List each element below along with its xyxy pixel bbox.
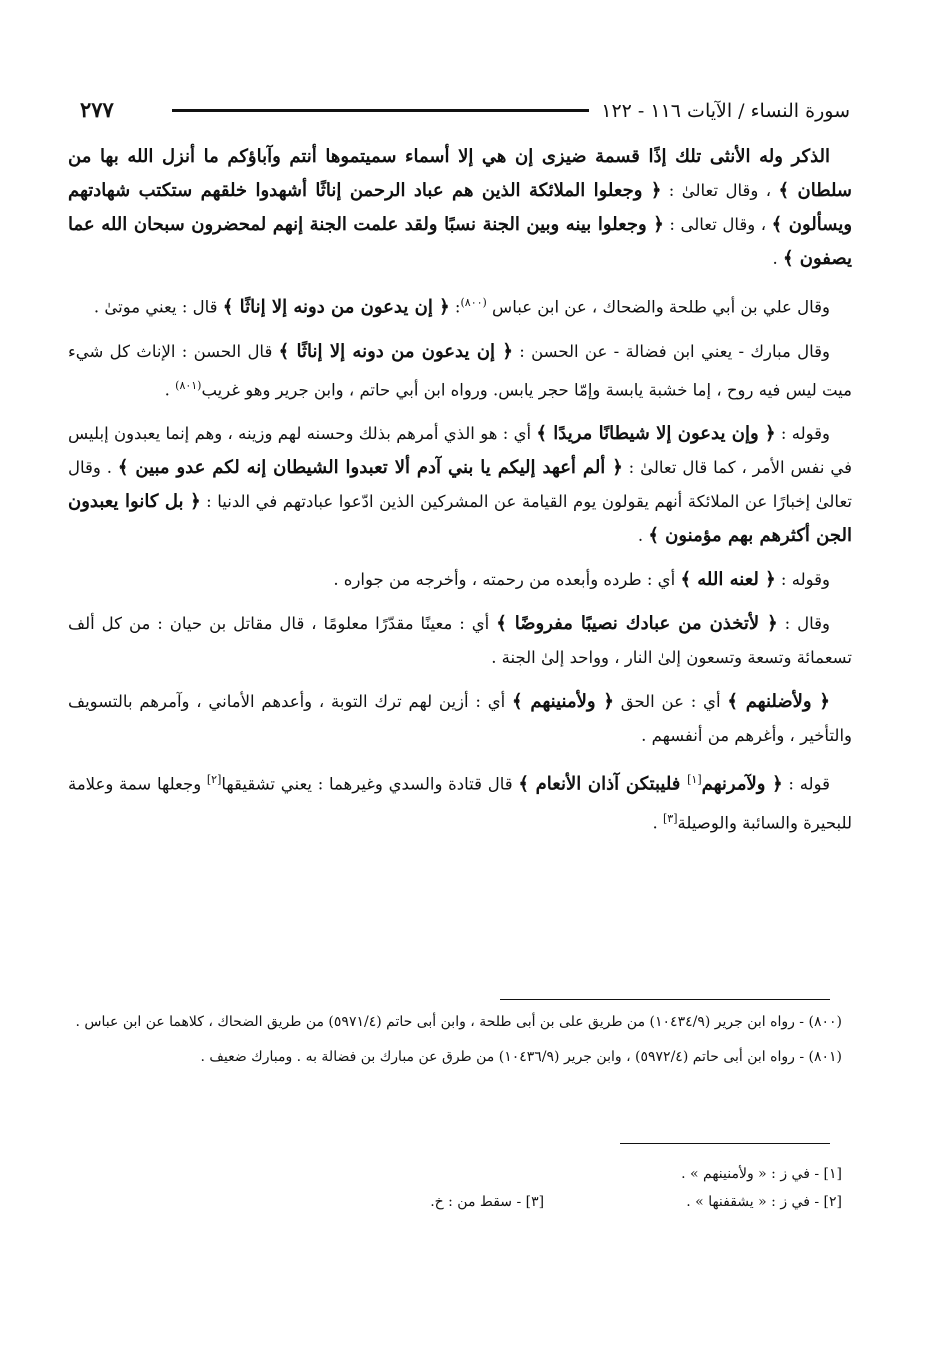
footnotes <box>68 1008 842 1078</box>
text-segment: وقال مبارك - يعني ابن فضالة - عن الحسن : <box>512 341 830 361</box>
manuscript-variants <box>68 1160 842 1216</box>
paragraph <box>68 417 852 553</box>
paragraph <box>68 685 852 753</box>
header-rule <box>172 109 589 112</box>
text-segment: وقوله : <box>775 424 830 443</box>
quran-verse: ﴿ ولأضلنهم ﴾ <box>727 691 830 712</box>
quran-verse: ﴿ وإن يدعون إلا شيطانًا مريدًا ﴾ <box>536 423 776 444</box>
variant-row <box>68 1160 842 1188</box>
page-number: ٢٧٧ <box>80 97 114 122</box>
text-segment: : <box>449 297 461 317</box>
quran-verse: ﴿ بل كانوا يعبدون الجن أكثرهم بهم مؤمنون ﴾ <box>68 491 852 546</box>
reference-mark: [٣] <box>663 811 678 825</box>
quran-verse: الذكر وله الأنثى تلك إذًا قسمة ضيزى إن هي إلا أسماء سميتموها أنتم وآباؤكم ما أنزل الله بها من سلطان ﴾ <box>68 146 852 201</box>
variant-2: [٢] - في ز : « يشقفنها » . <box>686 1194 842 1210</box>
quran-verse: ﴿ لأتخذن من عبادك نصيبًا مفروضًا ﴾ <box>496 613 778 634</box>
variant-row <box>68 1188 842 1216</box>
variants-divider <box>620 1143 830 1144</box>
text-segment: قال الحسن : الإناث كل شيء ميت ليس فيه روح ، إما خشبة يابسة وإمّا حجر يابس. ورواه ابن أبي حاتم ، وابن جرير وهو غريب <box>68 341 852 399</box>
running-title: سورة النساء / الآيات ١١٦ - ١٢٢ <box>601 100 850 122</box>
reference-mark: (٨٠١) <box>175 378 202 392</box>
reference-mark: [٢] <box>206 773 222 786</box>
quran-verse: ﴿ ولآمرنهم <box>701 773 783 795</box>
text-segment: وقال : <box>777 614 831 633</box>
quran-verse: ﴿ إن يدعون من دونه إلا إناثًا ﴾ <box>222 296 450 318</box>
text-segment: أي : عن الحق <box>613 692 728 711</box>
main-text <box>68 140 852 850</box>
text-segment: أي : أزين لهم ترك التوبة ، وأعدهم الأماني ، وآمرهم بالتسويف والتأخير ، وأغرهم من أنفسهم . <box>68 692 852 745</box>
text-segment: . <box>772 249 783 268</box>
text-segment: وقال علي بن أبي طلحة والضحاك ، عن ابن عباس <box>486 297 830 317</box>
text-segment: قال : يعني موتىٰ . <box>93 297 223 317</box>
text-segment: قال قتادة والسدي وغيرهما : يعني تشقيقها <box>221 774 519 794</box>
text-segment: ، وقال تعالىٰ : <box>661 181 779 200</box>
reference-mark: [١] <box>687 773 702 786</box>
variant-1: [١] - في ز : « ولأمنينهم » . <box>681 1166 842 1182</box>
footnote-divider <box>500 999 830 1000</box>
text-segment: قوله : <box>782 774 830 794</box>
paragraph <box>68 286 852 325</box>
text-segment: . <box>164 380 176 399</box>
paragraph <box>68 563 852 597</box>
text-segment: أي : معينًا مقدّرًا معلومًا ، قال مقاتل بن حيان : من كل ألف تسعمائة وتسعة وتسعون إلىٰ النار ، وواحد إلىٰ الجنة . <box>68 614 852 667</box>
footnote-800: (٨٠٠) - رواه ابن جرير (١٠٤٣٤/٩) من طريق على بن أبى طلحة ، وابن أبى حاتم (٥٩٧١/٤) من طريق الضحاك ، كلاهما عن ابن عباس . <box>75 1014 842 1030</box>
variant-spacer <box>68 1188 288 1216</box>
page-header <box>80 82 850 122</box>
quran-verse: ﴿ ولأمنينهم ﴾ <box>512 691 614 712</box>
quran-verse: فليبتكن آذان الأنعام ﴾ <box>518 773 688 795</box>
text-segment: وجعلها سمة وعلامة للبحيرة والسائبة والوصيلة <box>68 774 852 832</box>
quran-verse: ﴿ لعنه الله ﴾ <box>680 569 776 590</box>
variant-3: [٣] - سقط من : خ. <box>430 1194 545 1210</box>
text-segment: . وقال تعالىٰ إخبارًا عن الملائكة أنهم يقولون يوم القيامة عن المشركين الذين ادّعوا عبادتهم في الدنيا : <box>68 458 852 511</box>
paragraph <box>68 335 852 408</box>
quran-verse: ﴿ وجعلوا الملائكة الذين هم عباد الرحمن إناثًا أشهدوا خلقهم ستكتب شهادتهم ويسألون ﴾ <box>68 180 853 235</box>
paragraph <box>68 763 852 840</box>
paragraph <box>68 140 852 276</box>
text-segment: . <box>637 526 649 545</box>
text-segment: ، وقال تعالى : <box>663 215 772 234</box>
footnote-801: (٨٠١) - رواه ابن أبى حاتم (٥٩٧٢/٤) ، وابن جرير (١٠٤٣٦/٩) من طرق عن مبارك بن فضالة به . ومبارك ضعيف . <box>200 1049 842 1065</box>
reference-mark: (٨٠٠) <box>460 296 487 309</box>
quran-verse: ﴿ وجعلوا بينه وبين الجنة نسبًا ولقد علمت الجنة إنهم لمحضرون سبحان الله عما يصفون ﴾ <box>68 214 852 269</box>
paragraph <box>68 607 852 675</box>
text-segment: . <box>652 813 663 832</box>
quran-verse: ﴿ ألم أعهد إليكم يا بني آدم ألا تعبدوا الشيطان إنه لكم عدو مبين ﴾ <box>117 457 623 478</box>
text-segment: أي : هو الذي أمرهم بذلك وحسنه لهم وزينه ، وهم إنما يعبدون إبليس في نفس الأمر ، كما قال تعالىٰ : <box>68 424 852 477</box>
text-segment: وقوله : <box>775 570 830 589</box>
text-segment: أي : طرده وأبعده من رحمته ، وأخرجه من جواره . <box>333 570 681 589</box>
quran-verse: ﴿ إن يدعون من دونه إلا إناثًا ﴾ <box>278 340 513 362</box>
